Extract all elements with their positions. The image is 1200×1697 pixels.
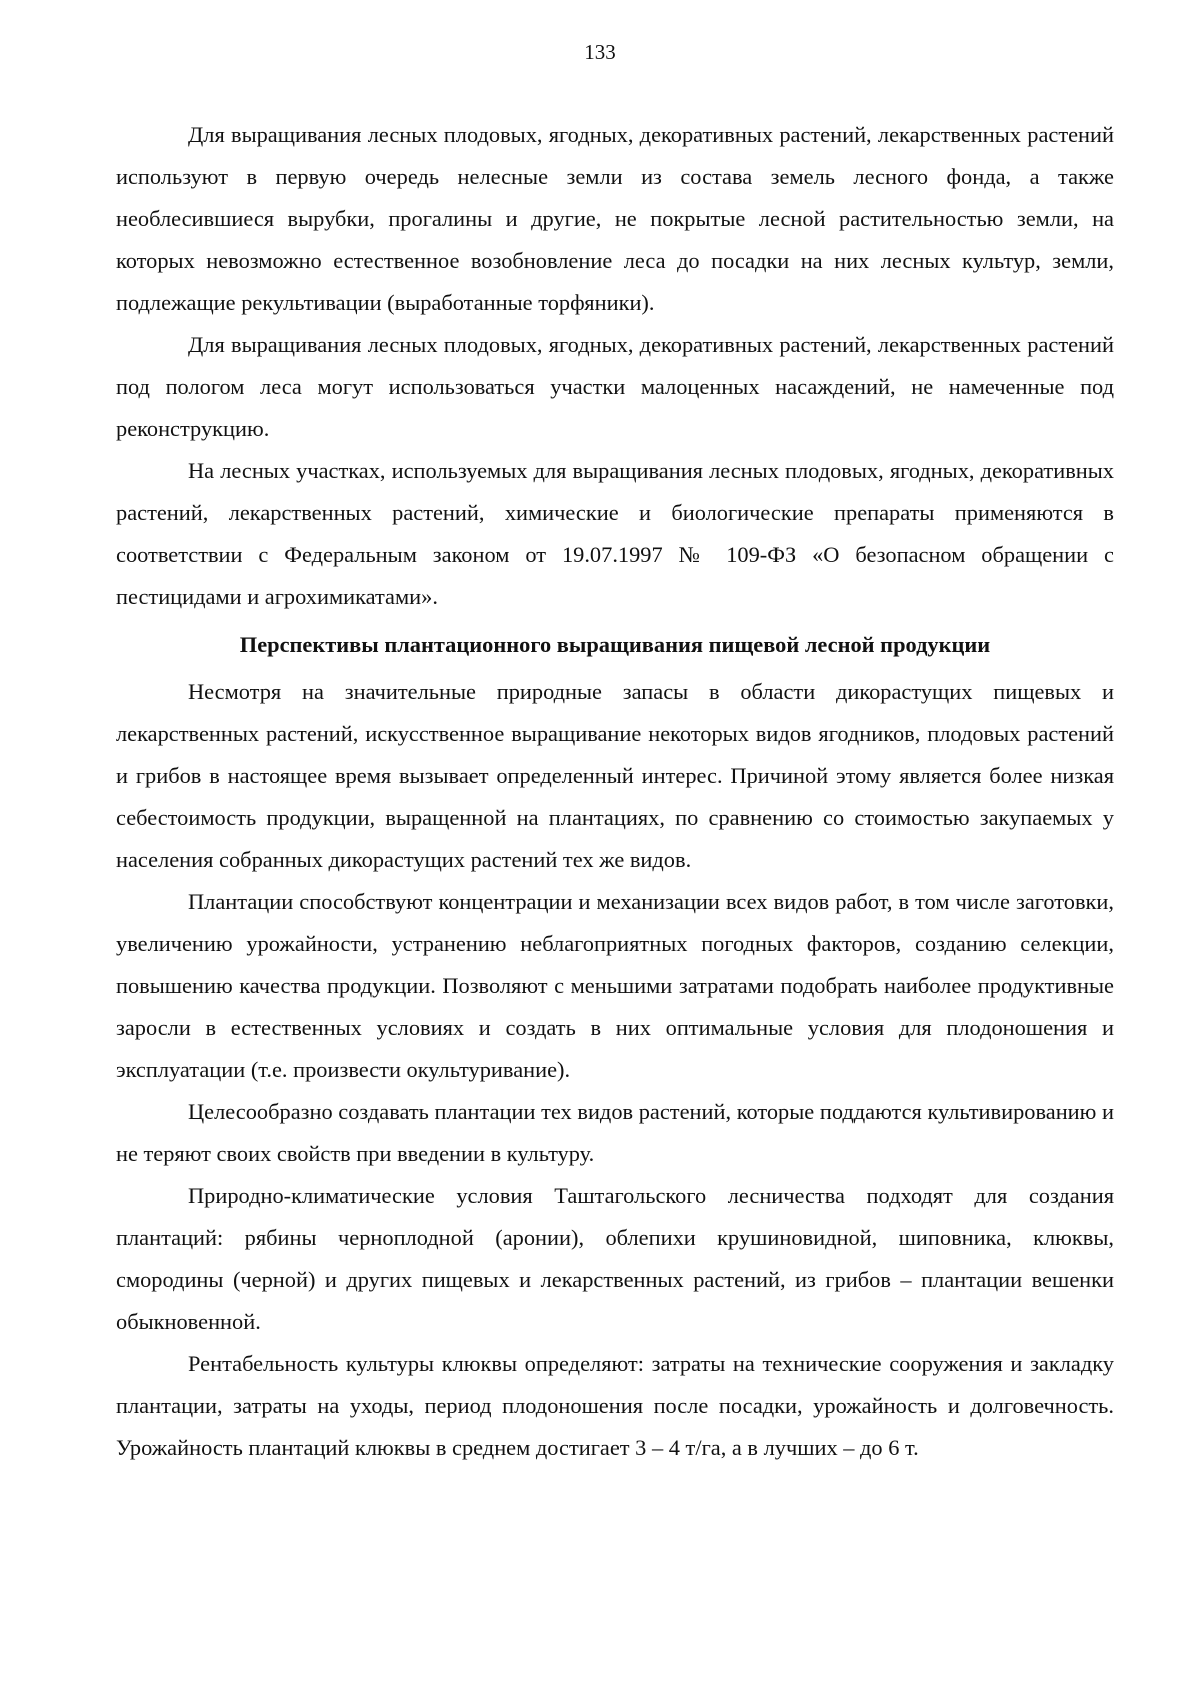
paragraph-land-use: Для выращивания лесных плодовых, ягодных, декоративных растений, лекарственных растений используют в первую очередь нелесные земли из состава земель лесного фонда, а также необлесившиеся вырубки, прогалины и другие, не покрытые лесной растительностью земли, на которых невозможно естественное возобновление леса до посадки на них лесных культур, земли, подлежащие рекультивации (выработанные торфяники). — [116, 122, 1114, 315]
paragraph-cranberry-profitability: Рентабельность культуры клюквы определяют: затраты на технические сооружения и закладку плантации, затраты на уходы, период плодоношения после посадки, урожайность и долговечность. Урожайность плантаций клюквы в среднем достигает 3 – 4 т/га, а в лучших – до 6 т. — [116, 1351, 1114, 1460]
paragraph-chemicals: На лесных участках, используемых для выращивания лесных плодовых, ягодных, декоративных растений, лекарственных растений, химические и биологические препараты применяются в соответствии с Федеральным законом от 19.07.1997 № 109-ФЗ «О безопасном обращении с пестицидами и агрохимикатами». — [116, 458, 1114, 609]
document-body — [116, 114, 1114, 1469]
section-heading: Перспективы плантационного выращивания пищевой лесной продукции — [239, 632, 991, 657]
paragraph-forest-canopy: Для выращивания лесных плодовых, ягодных, декоративных растений, лекарственных растений под пологом леса могут использоваться участки малоценных насаждений, не намеченные под реконструкцию. — [116, 332, 1114, 441]
paragraph-suitable-species: Целесообразно создавать плантации тех видов растений, которые поддаются культивированию и не теряют своих свойств при введении в культуру. — [116, 1099, 1114, 1166]
page-number: 133 — [584, 40, 616, 64]
paragraph-climate-conditions: Природно-климатические условия Таштагольского лесничества подходят для создания плантаций: рябины черноплодной (аронии), облепихи крушиновидной, шиповника, клюквы, смородины (черной) и других пищевых и лекарственных растений, из грибов – плантации вешенки обыкновенной. — [116, 1183, 1114, 1334]
paragraph-natural-reserves: Несмотря на значительные природные запасы в области дикорастущих пищевых и лекарственных растений, искусственное выращивание некоторых видов ягодников, плодовых растений и грибов в настоящее время вызывает определенный интерес. Причиной этому является более низкая себестоимость продукции, выращенной на плантациях, по сравнению со стоимостью закупаемых у населения собранных дикорастущих растений тех же видов. — [116, 679, 1114, 872]
paragraph-plantation-benefits: Плантации способствуют концентрации и механизации всех видов работ, в том числе заготовки, увеличению урожайности, устранению неблагоприятных погодных факторов, созданию селекции, повышению качества продукции. Позволяют с меньшими затратами подобрать наиболее продуктивные заросли в естественных условиях и создать в них оптимальные условия для плодоношения и эксплуатации (т.е. произвести окультуривание). — [116, 889, 1114, 1082]
